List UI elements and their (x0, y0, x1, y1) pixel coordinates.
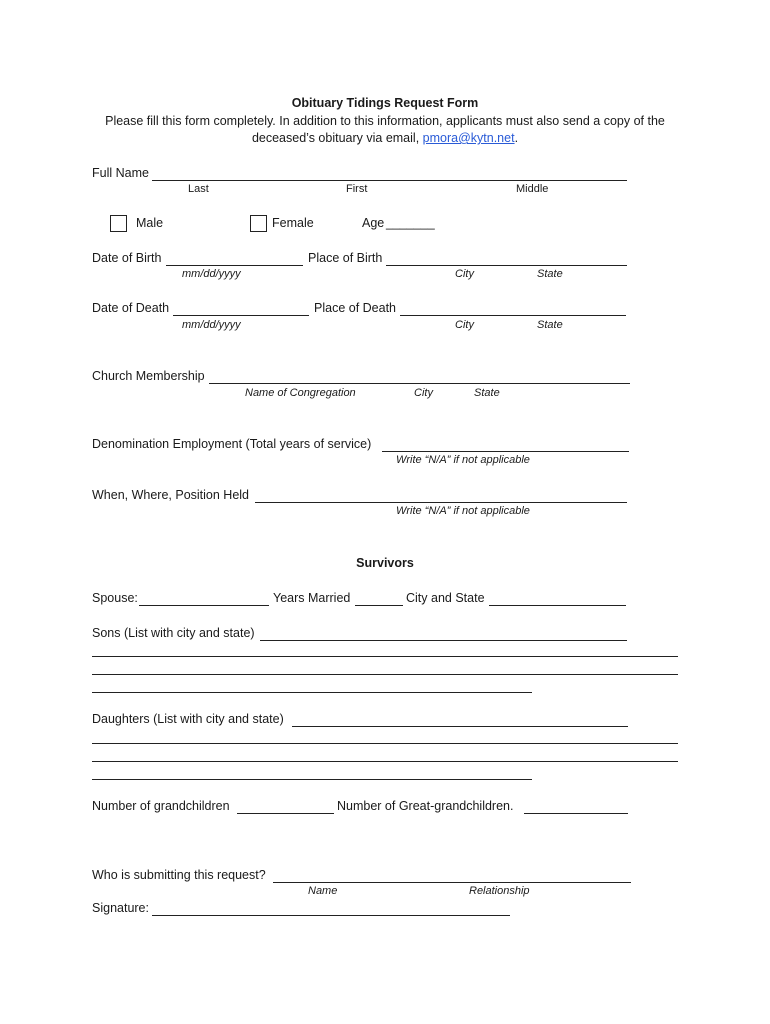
male-checkbox[interactable] (110, 215, 127, 232)
church-membership-label: Church Membership (92, 369, 205, 383)
spouse-field[interactable] (139, 605, 269, 606)
full-name-middle-caption: Middle (516, 183, 549, 195)
spouse-city-state-field[interactable] (489, 605, 626, 606)
sons-field-2[interactable] (92, 656, 678, 657)
daughters-field-3[interactable] (92, 761, 678, 762)
death-city-caption: City (455, 319, 474, 331)
sons-field-4[interactable] (92, 692, 532, 693)
church-city-caption: City (414, 387, 433, 399)
church-state-caption: State (474, 387, 500, 399)
grandchildren-label: Number of grandchildren (92, 799, 230, 813)
form-title: Obituary Tidings Request Form (291, 96, 479, 110)
instruction-text: deceased’s obituary via email, (251, 131, 420, 145)
female-checkbox[interactable] (250, 215, 267, 232)
dod-field[interactable] (173, 315, 309, 316)
submitter-field[interactable] (273, 882, 631, 883)
place-of-birth-field[interactable] (386, 265, 627, 266)
full-name-last-caption: Last (188, 183, 209, 195)
spouse-label: Spouse: (92, 591, 138, 605)
city-state-label: City and State (406, 591, 485, 605)
daughters-field-1[interactable] (292, 726, 628, 727)
dob-field[interactable] (166, 265, 303, 266)
death-state-caption: State (537, 319, 563, 331)
submitter-name-caption: Name (308, 885, 338, 897)
full-name-first-caption: First (346, 183, 368, 195)
birth-city-caption: City (455, 268, 474, 280)
submitter-label: Who is submitting this request? (92, 868, 266, 882)
sons-field-3[interactable] (92, 674, 678, 675)
sons-label: Sons (List with city and state) (92, 626, 255, 640)
instruction-period: . (514, 131, 519, 145)
great-grandchildren-field[interactable] (524, 813, 628, 814)
grandchildren-field[interactable] (237, 813, 334, 814)
church-membership-field[interactable] (209, 383, 630, 384)
submitter-relationship-caption: Relationship (469, 885, 530, 897)
birth-state-caption: State (537, 268, 563, 280)
employment-field[interactable] (382, 451, 629, 452)
great-grandchildren-label: Number of Great-grandchildren. (337, 799, 514, 813)
place-of-birth-label: Place of Birth (308, 251, 383, 265)
female-label: Female (272, 216, 314, 230)
place-of-death-label: Place of Death (314, 301, 396, 315)
dod-label: Date of Death (92, 301, 170, 315)
position-hint: Write “N/A” if not applicable (396, 505, 530, 517)
position-field[interactable] (255, 502, 627, 503)
place-of-death-field[interactable] (400, 315, 626, 316)
daughters-field-4[interactable] (92, 779, 532, 780)
male-label: Male (136, 216, 164, 230)
daughters-label: Daughters (List with city and state) (92, 712, 284, 726)
dob-hint: mm/dd/yyyy (182, 268, 241, 280)
congregation-caption: Name of Congregation (245, 387, 356, 399)
signature-label: Signature: (92, 901, 149, 915)
position-label: When, Where, Position Held (92, 488, 250, 502)
instruction-line-1: Please fill this form completely. In addition to this information, applicants must also send a copy of the (105, 114, 665, 128)
survivors-heading: Survivors (356, 556, 414, 570)
years-married-label: Years Married (273, 591, 351, 605)
sons-field-1[interactable] (260, 640, 627, 641)
signature-field[interactable] (152, 915, 510, 916)
age-label: Age (362, 216, 385, 230)
full-name-field[interactable] (152, 180, 627, 181)
employment-hint: Write “N/A” if not applicable (396, 454, 530, 466)
email-link[interactable]: pmora@kytn.net (422, 131, 515, 145)
full-name-label: Full Name (92, 166, 149, 180)
dod-hint: mm/dd/yyyy (182, 319, 241, 331)
dob-label: Date of Birth (92, 251, 162, 265)
employment-label: Denomination Employment (Total years of service) (92, 437, 372, 451)
years-married-field[interactable] (355, 605, 403, 606)
daughters-field-2[interactable] (92, 743, 678, 744)
instruction-line-2 (0, 131, 770, 145)
age-field[interactable]: _______ (386, 216, 435, 230)
